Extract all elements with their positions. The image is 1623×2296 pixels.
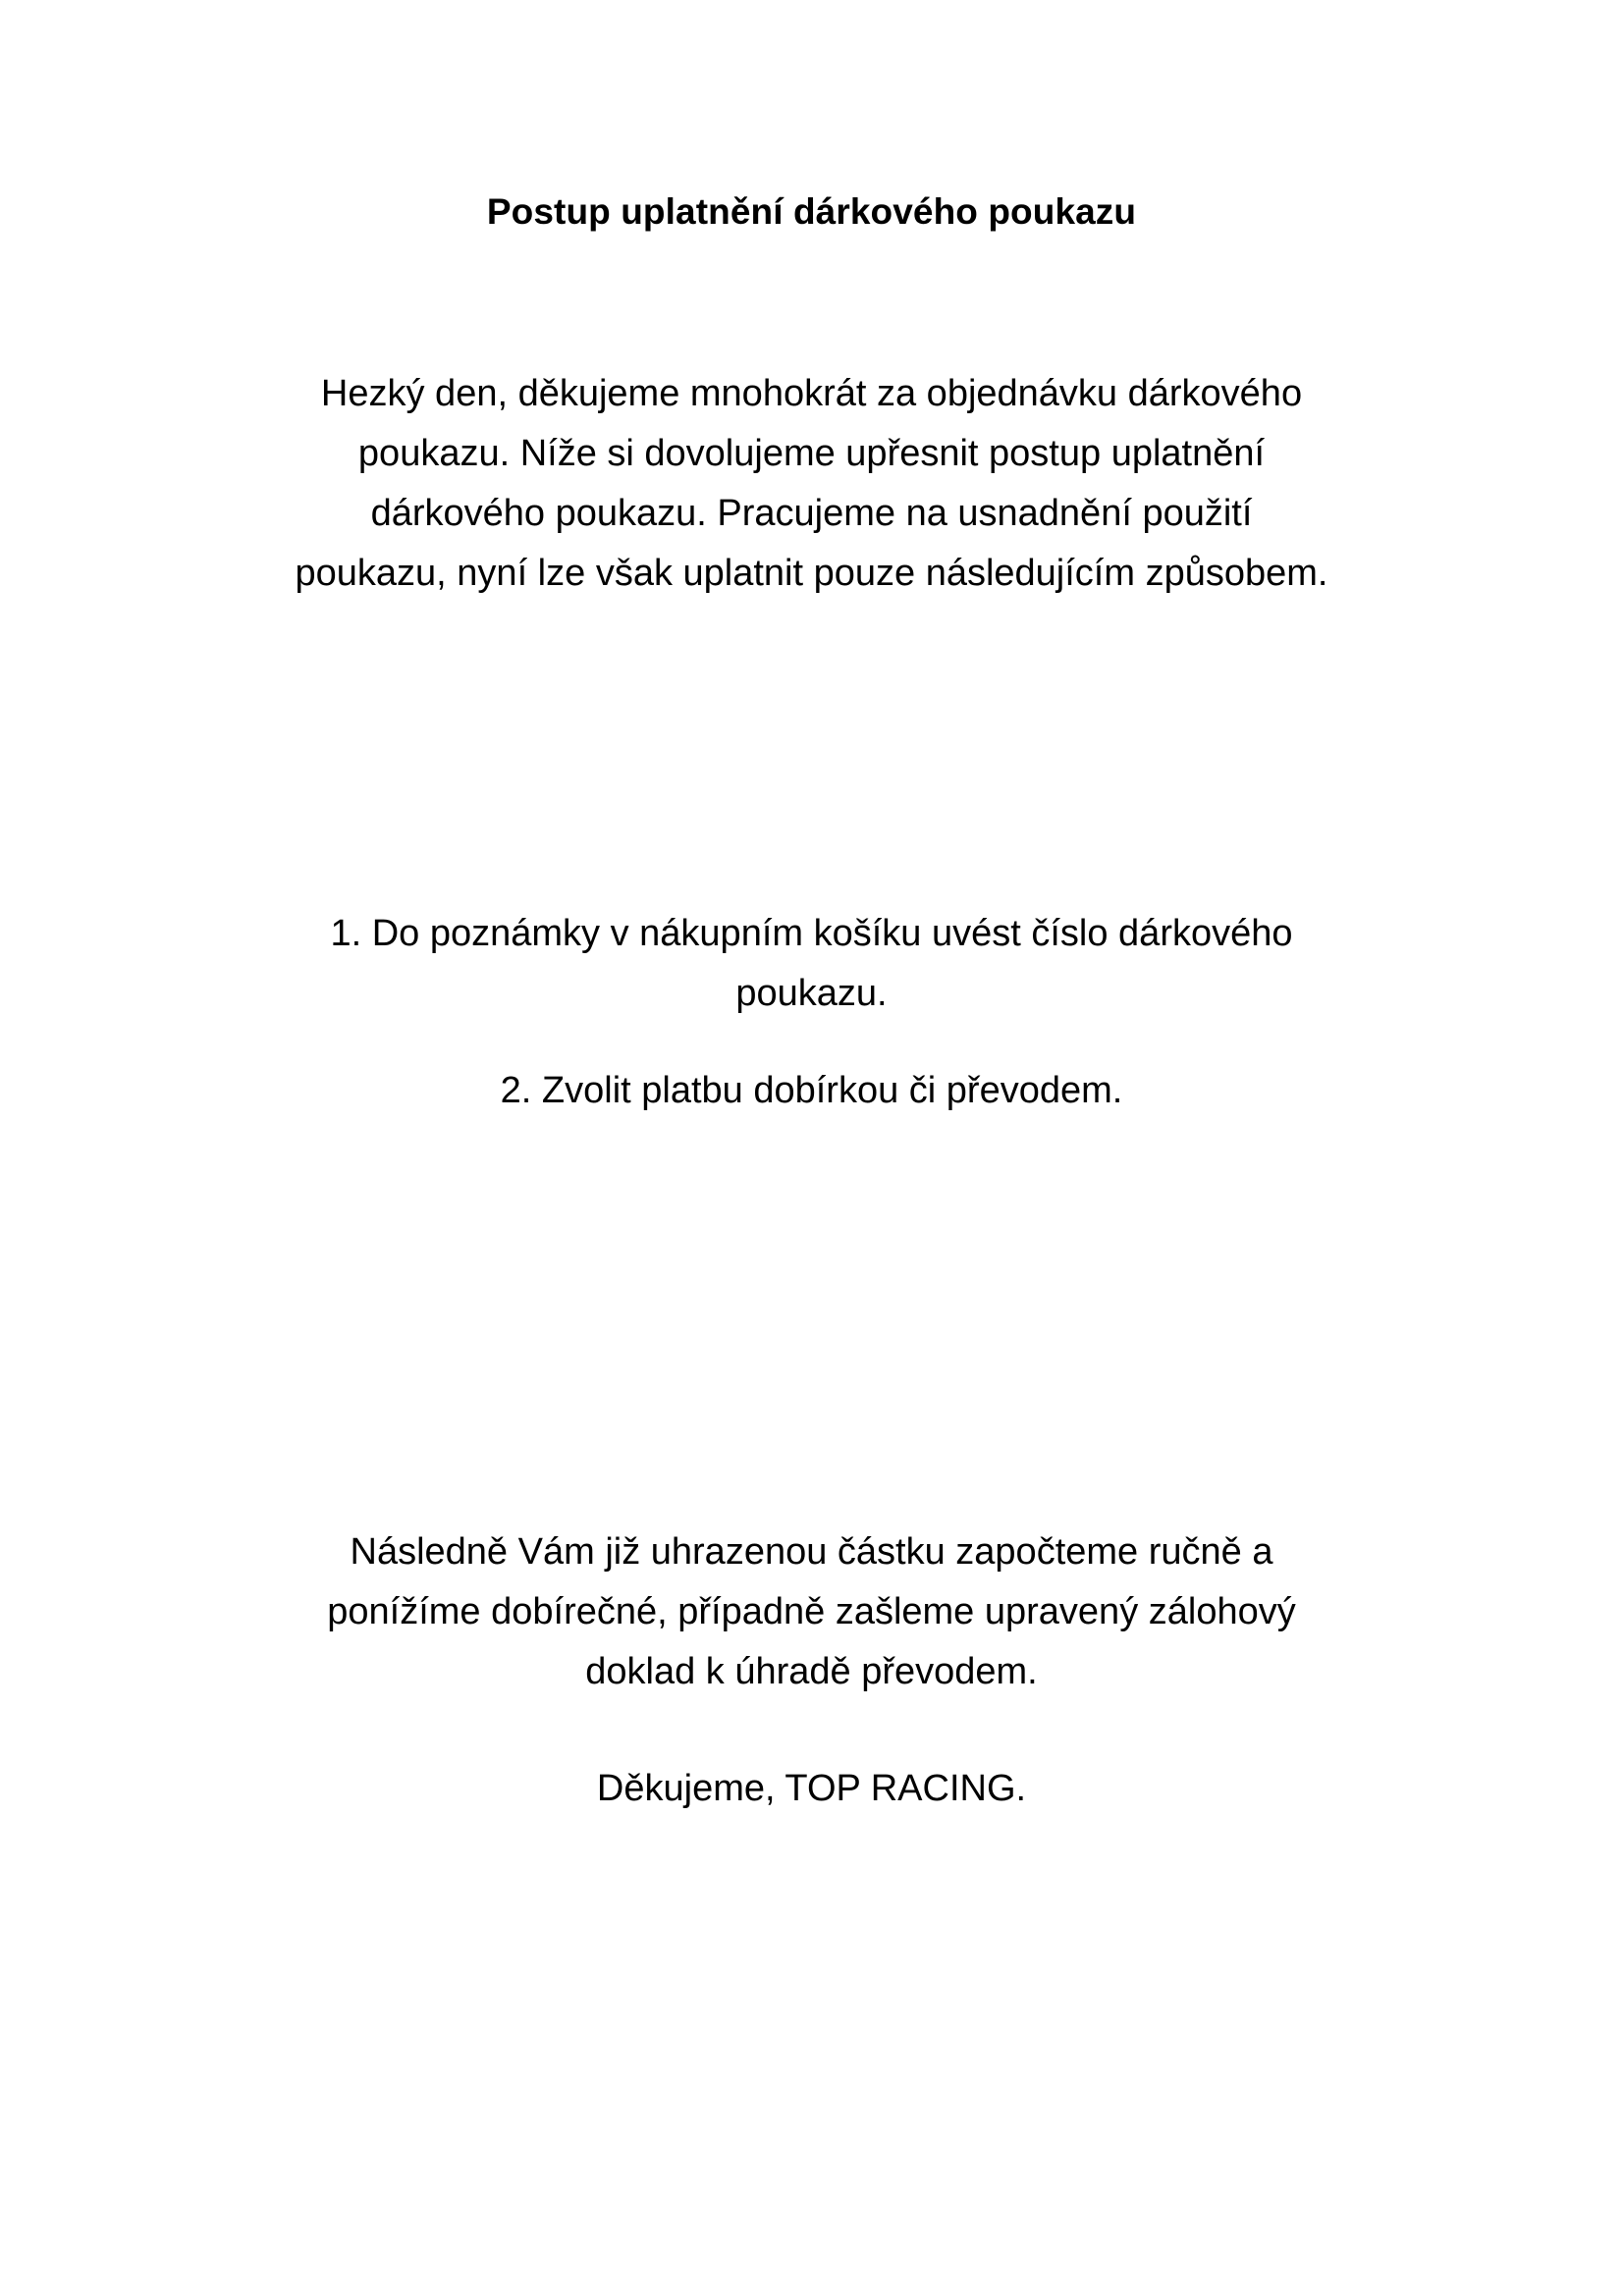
step-1-line-1: 1. Do poznámky v nákupním košíku uvést číslo dárkového [330, 913, 1293, 954]
step-1-line-2: poukazu. [735, 973, 888, 1014]
intro-paragraph [0, 364, 1623, 604]
closing-line-1: Následně Vám již uhrazenou částku započteme ručně a [350, 1531, 1273, 1573]
step-2-line-1: 2. Zvolit platbu dobírkou či převodem. [500, 1070, 1123, 1111]
intro-line-2: poukazu. Níže si dovolujeme upřesnit postup uplatnění [357, 433, 1266, 474]
closing-line-3: doklad k úhradě převodem. [585, 1651, 1038, 1692]
intro-line-3: dárkového poukazu. Pracujeme na usnadnění použití [370, 493, 1253, 534]
closing-paragraph [0, 1522, 1623, 1702]
closing-line-2: ponížíme dobírečné, případně zašleme upravený zálohový [327, 1591, 1296, 1632]
signature-text: Děkujeme, TOP RACING. [596, 1768, 1027, 1809]
step-item-2 [0, 1061, 1623, 1121]
intro-line-1: Hezký den, děkujeme mnohokrát za objednávku dárkového [320, 373, 1303, 414]
page-title: Postup uplatnění dárkového poukazu [486, 191, 1137, 232]
step-item-1 [0, 904, 1623, 1024]
intro-line-4: poukazu, nyní lze však uplatnit pouze následujícím způsobem. [295, 553, 1328, 594]
signature-line [0, 1759, 1623, 1819]
